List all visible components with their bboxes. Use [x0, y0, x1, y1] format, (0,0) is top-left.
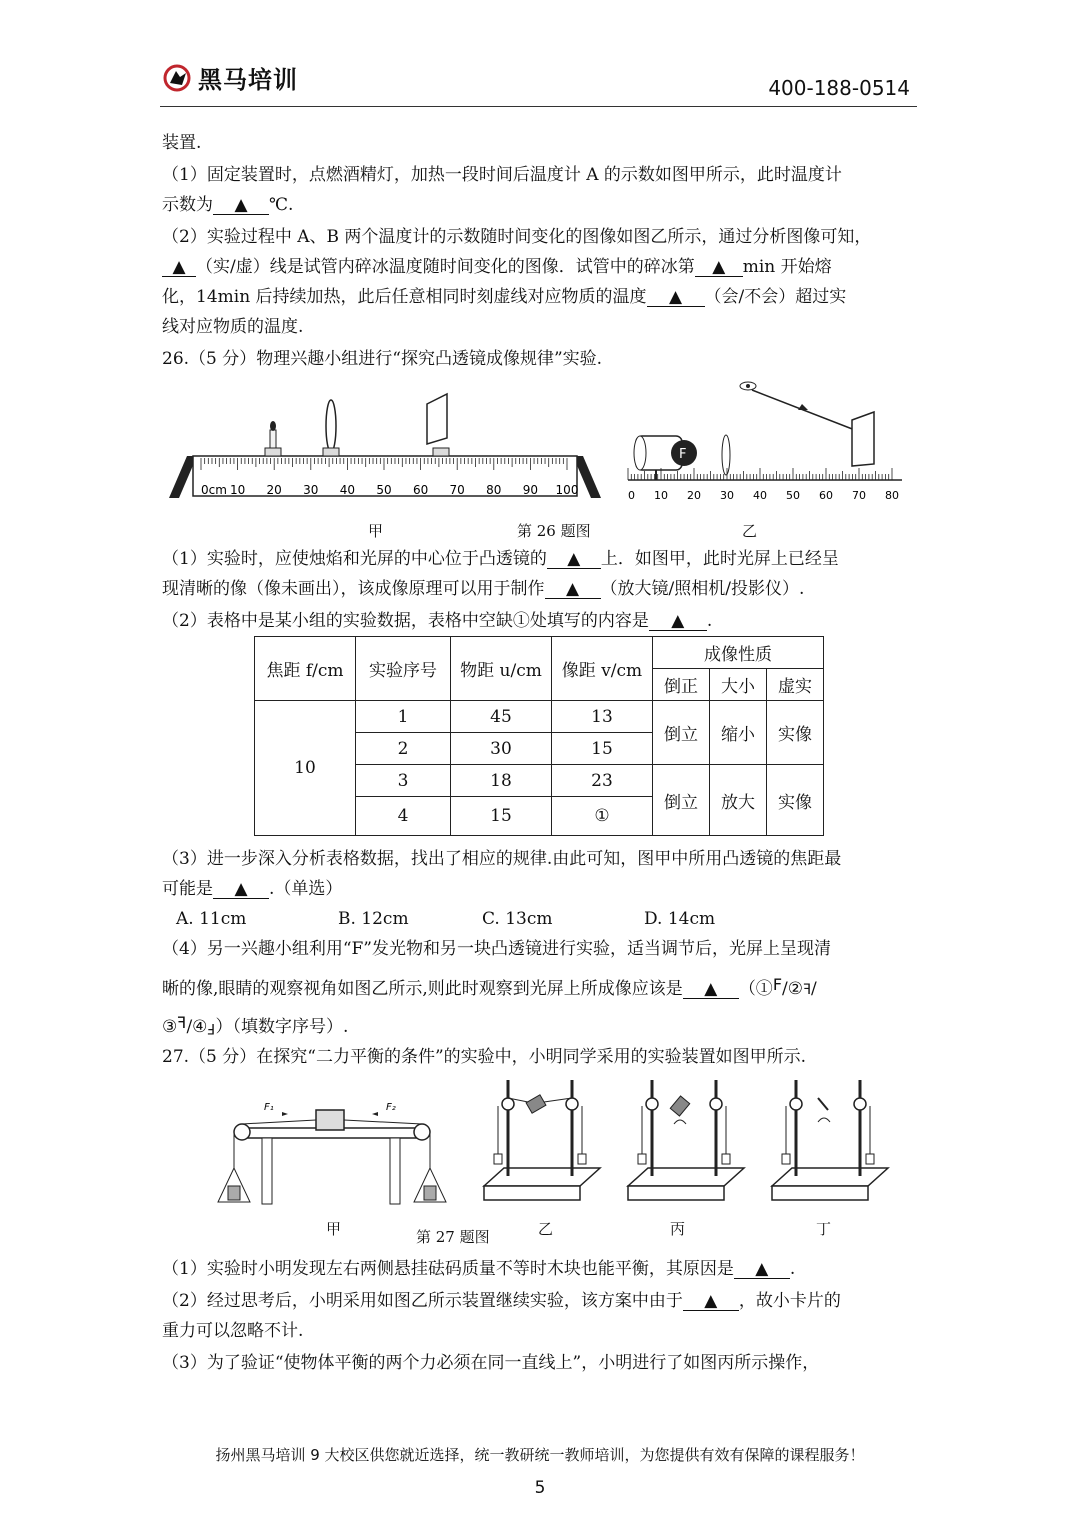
glyph-f-inverted: F [207, 1020, 216, 1036]
ruler-tick-label: 60 [412, 483, 429, 497]
table-cell: 放大 [710, 765, 767, 836]
table-header: 像距 v/cm [552, 637, 653, 701]
q26-text: ③ [162, 1017, 178, 1037]
q26-text: / [811, 979, 817, 999]
q26-p4-line-1: （4）另一兴趣小组利用“F”发光物和另一块凸透镜进行实验，适当调节后，光屏上呈现清 [162, 939, 831, 959]
q25-text: min 开始熔 [742, 257, 832, 277]
figure-26-label-a: 甲 [368, 522, 384, 540]
q25-line-1: 装置. [162, 133, 202, 153]
option-a[interactable]: A. 11cm [176, 909, 247, 929]
balance-table-figure [212, 1092, 452, 1212]
q27-text: （1）实验时小明发现左右两侧悬挂砝码质量不等时木块也能平衡，其原因是 [162, 1259, 734, 1279]
q26-text: . [706, 611, 713, 631]
q27-p3: （3）为了验证“使物体平衡的两个力必须在同一直线上”，小明进行了如图丙所示操作， [162, 1353, 820, 1373]
f-light-source-figure [622, 380, 907, 506]
q26-p1-line-1 [162, 548, 839, 570]
option-b[interactable]: B. 12cm [338, 909, 409, 929]
force-label-f2: F₂ [386, 1102, 396, 1113]
q25-text: 化，14min 后持续加热，此后任意相同时刻虚线对应物质的温度 [162, 287, 647, 307]
table-cell: 23 [552, 765, 653, 797]
q25-text: （会/不会）超过实 [704, 287, 847, 307]
q25-text: ℃. [269, 195, 294, 215]
q26-text: （1）实验时，应使烛焰和光屏的中心位于凸透镜的 [162, 549, 547, 569]
table-header: 物距 u/cm [451, 637, 552, 701]
figure-27-label-b: 乙 [538, 1220, 554, 1238]
q26-text: （2）表格中是某小组的实验数据，表格中空缺①处填写的内容是 [162, 611, 649, 631]
f-label: F [679, 447, 687, 462]
glyph-f-reversed: F [177, 1013, 187, 1032]
q25-text: （实/虚）线是试管内碎冰温度随时间变化的图像．试管中的碎冰第 [196, 257, 695, 277]
q25-line-7: 线对应物质的温度. [162, 317, 304, 337]
card-apparatus-b-figure [478, 1076, 606, 1212]
q27-text: . [789, 1259, 796, 1279]
table-cell: 45 [451, 701, 552, 733]
answer-blank[interactable]: ▲ [683, 1292, 739, 1311]
optical-bench-figure [165, 386, 605, 506]
answer-blank[interactable]: ▲ [695, 258, 743, 277]
table-cell: 4 [356, 797, 451, 836]
answer-blank[interactable]: ▲ [647, 288, 705, 307]
table-cell: 3 [356, 765, 451, 797]
ruler-tick-label: 70 [449, 483, 465, 497]
q26-text: 晰的像,眼睛的观察视角如图乙所示,则此时观察到光屏上所成像应该是 [162, 979, 683, 999]
ruler-tick-label: 90 [522, 483, 539, 497]
ruler-tick-label: 0 [628, 489, 635, 502]
q27-p2-line-1 [162, 1290, 841, 1312]
figure-27-label-c: 丙 [670, 1220, 686, 1238]
table-cell-focal: 10 [255, 701, 356, 836]
table-cell: 2 [356, 733, 451, 765]
q26-text: /④ [186, 1017, 208, 1037]
figure-26-caption: 第 26 题图 [517, 522, 591, 540]
q26-text: （① [738, 979, 773, 999]
ruler-tick-label: 50 [376, 483, 392, 497]
table-cell: 30 [451, 733, 552, 765]
ruler-tick-label: 40 [753, 489, 767, 502]
q26-p3-line-1: （3）进一步深入分析表格数据，找出了相应的规律.由此可知，图甲中所用凸透镜的焦距最 [162, 849, 842, 869]
table-cell: 倒立 [653, 701, 710, 765]
card-apparatus-c-figure [622, 1076, 750, 1212]
q27-p2-line-2: 重力可以忽略不计. [162, 1321, 304, 1341]
figure-27-label-d: 丁 [816, 1220, 832, 1238]
q25-line-6 [162, 286, 846, 308]
table-header: 虚实 [767, 669, 824, 701]
ruler-tick-label: 60 [819, 489, 833, 502]
ruler-tick-label: 20 [687, 489, 701, 502]
table-header: 焦距 f/cm [255, 637, 356, 701]
table-header: 成像性质 [653, 637, 824, 669]
table-cell: 15 [451, 797, 552, 836]
q25-text: 示数为 [162, 195, 213, 215]
table-cell: ① [552, 797, 653, 836]
phone-number: 400-188-0514 [768, 76, 910, 100]
glyph-f-upright: F [772, 975, 783, 994]
answer-blank[interactable]: ▲ [547, 550, 601, 569]
figure-27-caption: 第 27 题图 [416, 1228, 490, 1246]
q27-text: （2）经过思考后，小明采用如图乙所示装置继续实验，该方案中由于 [162, 1291, 683, 1311]
q25-line-2: （1）固定装置时，点燃酒精灯，加热一段时间后温度计 A 的示数如图甲所示，此时温度计 [162, 165, 842, 185]
table-header: 实验序号 [356, 637, 451, 701]
q26-text: .（单选） [269, 879, 343, 899]
option-d[interactable]: D. 14cm [644, 909, 716, 929]
card-apparatus-d-figure [766, 1076, 894, 1212]
page-number: 5 [534, 1478, 546, 1498]
glyph-f-mirrored: F [802, 982, 812, 998]
horse-logo-icon [162, 63, 192, 93]
ruler-tick-label: 0cm [201, 483, 227, 497]
q26-text: 现清晰的像（像未画出），该成像原理可以用于制作 [162, 579, 545, 599]
ruler-tick-label: 20 [266, 483, 282, 497]
table-header: 大小 [710, 669, 767, 701]
q26-options [176, 908, 715, 930]
table-cell: 13 [552, 701, 653, 733]
q26-p3-line-2 [162, 878, 342, 900]
q26-p2 [162, 610, 712, 632]
q26-p1-line-2 [162, 578, 804, 600]
header-divider [160, 106, 917, 107]
answer-blank[interactable]: ▲ [683, 980, 739, 999]
q27-p1 [162, 1258, 795, 1280]
ruler-tick-label: 80 [486, 483, 502, 497]
table-cell: 1 [356, 701, 451, 733]
ruler-tick-label: 80 [885, 489, 899, 502]
q25-line-3 [162, 194, 293, 216]
ruler-tick-label: 40 [339, 483, 356, 497]
brand-name: 黑马培训 [198, 66, 298, 94]
table-cell: 实像 [767, 765, 824, 836]
ruler-tick-label: 50 [786, 489, 800, 502]
force-label-f1: F₁ [264, 1102, 274, 1113]
q26-text: （放大镜/照相机/投影仪）. [600, 579, 805, 599]
ruler-tick-label: 10 [229, 483, 246, 497]
answer-blank[interactable]: ▲ [213, 196, 269, 215]
table-cell: 18 [451, 765, 552, 797]
answer-blank[interactable]: ▲ [545, 580, 601, 599]
q26-text: 可能是 [162, 879, 213, 899]
q27-title: 27.（5 分）在探究“二力平衡的条件”的实验中，小明同学采用的实验装置如图甲所示. [162, 1047, 807, 1067]
table-header: 倒正 [653, 669, 710, 701]
ruler-tick-label: 30 [720, 489, 734, 502]
q26-text: ）（填数字序号）. [215, 1017, 349, 1037]
brand-logo [162, 60, 298, 95]
answer-blank[interactable]: ▲ [649, 612, 707, 631]
q26-text: 上．如图甲，此时光屏上已经呈 [600, 549, 839, 569]
ruler-tick-label: 70 [852, 489, 866, 502]
ruler-tick-label: 10 [654, 489, 668, 502]
q25-line-4: （2）实验过程中 A、B 两个温度计的示数随时间变化的图像如图乙所示，通过分析图像可知， [162, 227, 872, 247]
lens-data-table [254, 636, 824, 836]
ruler-tick-label: 100 [555, 483, 579, 497]
table-cell: 实像 [767, 701, 824, 765]
ruler-tick-label: 30 [303, 483, 319, 497]
table-cell: 倒立 [653, 765, 710, 836]
answer-blank[interactable]: ▲ [734, 1260, 790, 1279]
q26-p4-line-2 [162, 974, 817, 1001]
q26-p4-line-3 [162, 1012, 348, 1039]
figure-27-label-a: 甲 [326, 1220, 342, 1238]
option-c[interactable]: C. 13cm [482, 909, 553, 929]
q26-title: 26.（5 分）物理兴趣小组进行“探究凸透镜成像规律”实验. [162, 349, 603, 369]
q25-line-5 [162, 256, 832, 278]
table-cell: 15 [552, 733, 653, 765]
q26-text: /② [782, 979, 803, 999]
answer-blank[interactable]: ▲ [162, 258, 196, 277]
figure-26-label-b: 乙 [742, 522, 758, 540]
answer-blank[interactable]: ▲ [213, 880, 269, 899]
q27-text: ，故小卡片的 [738, 1291, 841, 1311]
footer-slogan: 扬州黑马培训 9 大校区供您就近选择，统一教研统一教师培训，为您提供有效有保障的课程服务！ [215, 1446, 865, 1464]
table-cell: 缩小 [710, 701, 767, 765]
